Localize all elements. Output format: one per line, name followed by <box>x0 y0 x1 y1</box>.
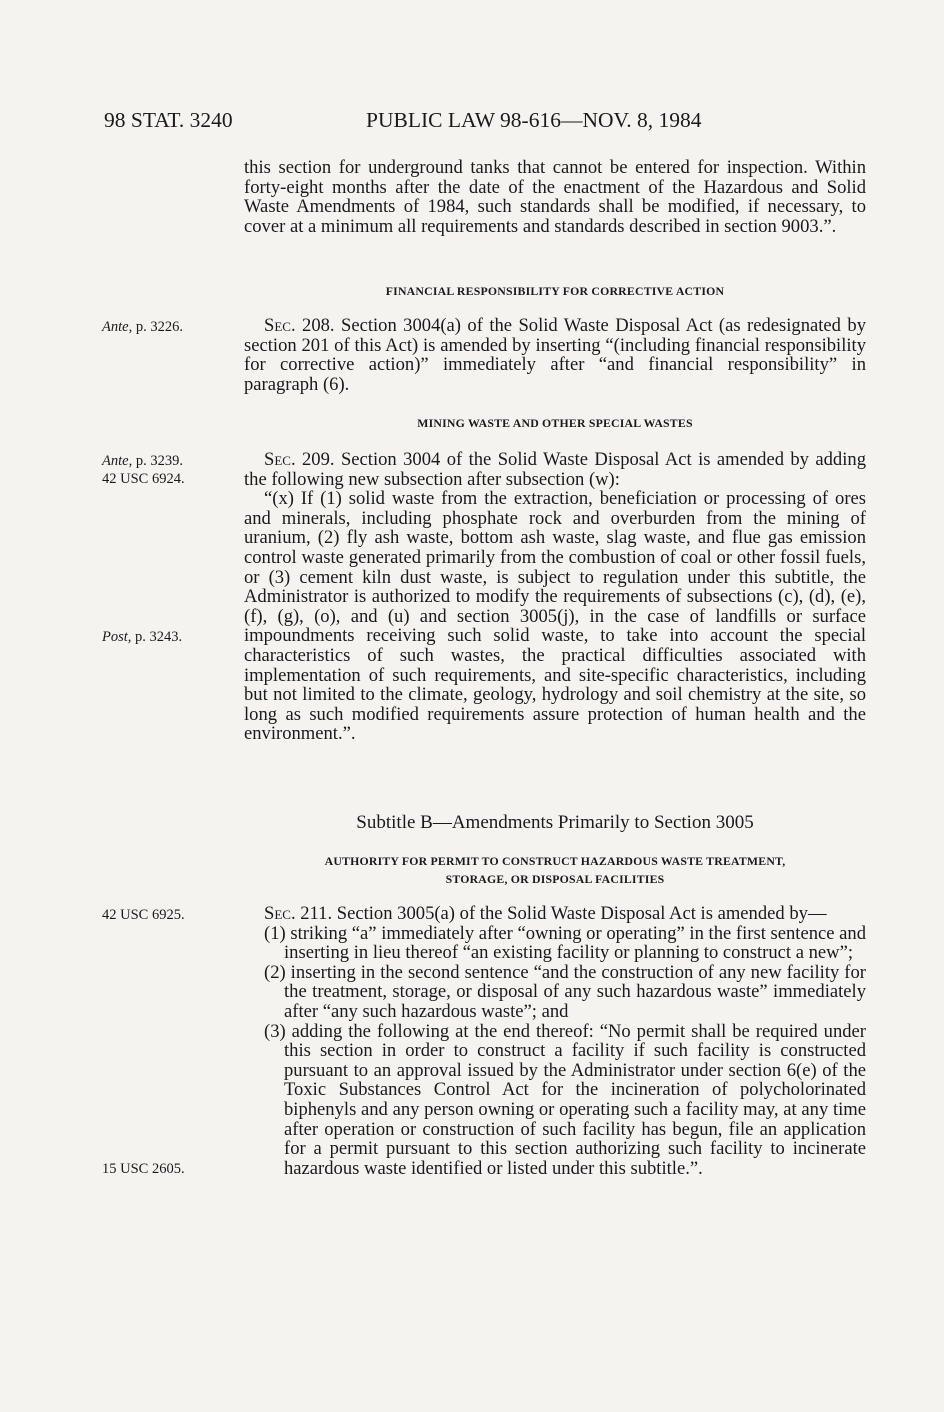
sec211-margin-note-1: 42 USC 6925. <box>102 907 185 923</box>
margin-ref-page: p. 3226. <box>132 319 183 335</box>
sec211-paragraph <box>244 904 866 1178</box>
sec209-paragraph <box>244 450 866 744</box>
margin-ref-italic: Ante, <box>102 319 133 335</box>
sec209-margin-note-2: 42 USC 6924. <box>102 471 185 487</box>
sec211-text: 211. Section 3005(a) of the Solid Waste Disposal Act is amended by— <box>295 903 827 924</box>
page-header <box>104 108 844 138</box>
margin-ref-page: p. 3243. <box>131 629 183 645</box>
sec209-text: 209. Section 3004 of the Solid Waste Disposal Act is amended by adding the following new subsection after subsection (w): <box>244 449 866 490</box>
margin-ref-italic: Post, <box>102 629 132 645</box>
margin-ref-italic: Ante, <box>102 453 133 469</box>
subtitle-b: Subtitle B—Amendments Primarily to Section 3005 <box>356 812 754 833</box>
sec208-heading: FINANCIAL RESPONSIBILITY FOR CORRECTIVE ACTION <box>385 284 725 298</box>
sec-label: Sec. <box>264 903 296 924</box>
sec208-paragraph <box>244 316 866 394</box>
intro-text: this section for underground tanks that cannot be entered for inspection. Within forty-eight months after the date of the enactment of the Hazardous and Solid Waste Amendments of 1984, such standards shall be modified, if necessary, to cover at a minimum all requirements and standards described in section 9003.”. <box>244 157 866 237</box>
sec208-margin-note <box>102 318 183 336</box>
sec209-heading: MINING WASTE AND OTHER SPECIAL WASTES <box>417 416 693 430</box>
sec211-margin-note-2: 15 USC 2605. <box>102 1161 185 1177</box>
sec211-item-2: (2) inserting in the second sentence “and the construction of any new facility for the treatment, storage, or disposal of any such hazardous waste” immediately after “any such hazardous waste”; and <box>264 961 866 1022</box>
statute-page-number: 98 STAT. 3240 <box>104 108 233 132</box>
sec-label: Sec. <box>264 449 296 470</box>
sec-label: Sec. <box>264 315 296 336</box>
public-law-title: PUBLIC LAW 98-616—NOV. 8, 1984 <box>366 108 702 132</box>
sec209-margin-note-1 <box>102 452 183 470</box>
intro-paragraph <box>244 158 866 236</box>
sec211-item-1: (1) striking “a” immediately after “owning or operating” in the first sentence and inserting in lieu thereof “an existing facility or planning to construct a new”; <box>264 922 867 964</box>
sec211-item-3: (3) adding the following at the end thereof: “No permit shall be required under this section in order to construct a facility if such facility is constructed pursuant to an approval issued by the Administrator under section 6(e) of the Toxic Substances Control Act for the incineration of polycholorinated biphenyls and any person owning or operating such a facility may, at any time after operation or construction of such facility has begun, file an application for a permit pursuant to this section authorizing such facility to incinerate hazardous waste identified or listed under this subtitle.”. <box>264 1020 866 1179</box>
sec211-heading-line1: AUTHORITY FOR PERMIT TO CONSTRUCT HAZARDOUS WASTE TREATMENT, <box>324 854 786 868</box>
sec208-text: 208. Section 3004(a) of the Solid Waste Disposal Act (as redesignated by section 201 of this Act) is amended by inserting “(including financial responsibility for corrective action)” immediately after “and financial responsibility” in paragraph (6). <box>244 315 866 395</box>
sec209-quote: “(x) If (1) solid waste from the extraction, beneficiation or processing of ores and minerals, including phosphate rock and overburden from the mining of uranium, (2) fly ash waste, bottom ash waste, slag waste, and flue gas emission control waste generated primarily from the combustion of coal or other fossil fuels, or (3) cement kiln dust waste, is subject to regulation under this subtitle, the Administrator is authorized to modify the requirements of subsections (c), (d), (e), (f), (g), (o), and (u) and section 3005(j), in the case of landfills or surface impoundments receiving such solid waste, to take into account the special characteristics of such wastes, the practical difficulties associated with implementation of such requirements, and site-specific characteristics, including but not limited to the climate, geology, hydrology and soil chemistry at the site, so long as such modified requirements assure protection of human health and the environment.”. <box>244 488 866 745</box>
margin-ref-page: p. 3239. <box>132 453 183 469</box>
sec211-heading-line2: STORAGE, OR DISPOSAL FACILITIES <box>445 872 665 886</box>
sec209-margin-note-3 <box>102 628 182 646</box>
